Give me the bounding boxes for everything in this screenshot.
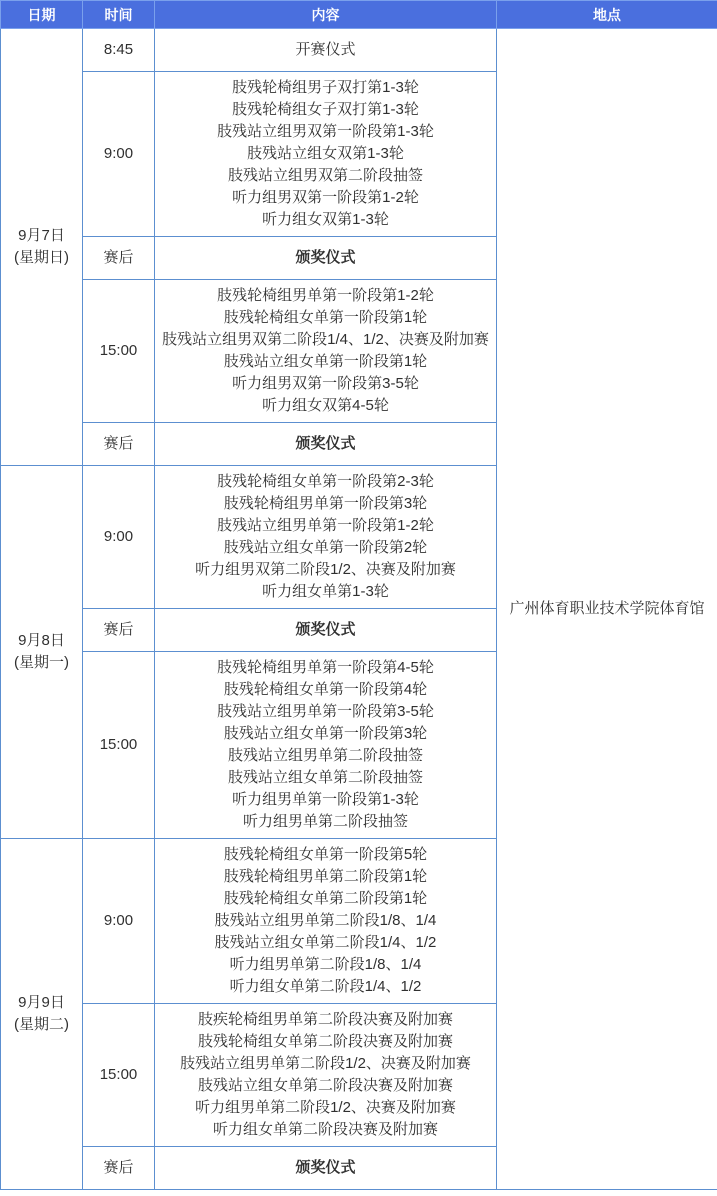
weekday-label: (星期二) — [14, 1016, 69, 1033]
event-line: 肢残站立组男单第二阶段1/8、1/4 — [214, 912, 437, 929]
event-line: 听力组男双第一阶段第3-5轮 — [232, 375, 419, 392]
content-cell — [155, 839, 497, 1004]
event-line: 肢残轮椅组女子双打第1-3轮 — [232, 101, 419, 118]
event-line: 肢残轮椅组男单第一阶段第1-2轮 — [217, 287, 434, 304]
event-line: 肢残站立组女单第二阶段1/4、1/2 — [214, 934, 437, 951]
event-line: 肢残轮椅组男单第一阶段第4-5轮 — [217, 659, 434, 676]
content-cell — [155, 466, 497, 609]
event-line: 听力组男双第一阶段第1-2轮 — [232, 189, 419, 206]
event-line: 听力组女单第1-3轮 — [262, 583, 389, 600]
event-line: 肢残站立组女单第二阶段决赛及附加赛 — [197, 1077, 453, 1094]
time-cell: 赛后 — [83, 609, 155, 652]
event-line: 肢残站立组男双第二阶段抽签 — [227, 167, 423, 184]
event-line: 肢残轮椅组女单第一阶段第5轮 — [223, 846, 428, 863]
event-line: 肢残轮椅组男单第一阶段第3轮 — [223, 495, 428, 512]
content-cell — [155, 1004, 497, 1147]
header-content: 内容 — [155, 1, 497, 29]
date-cell — [1, 839, 83, 1190]
time-cell: 9:00 — [83, 72, 155, 237]
time-cell: 9:00 — [83, 466, 155, 609]
event-line: 开赛仪式 — [295, 41, 356, 58]
event-line: 肢残站立组男单第一阶段第1-2轮 — [217, 517, 434, 534]
header-location: 地点 — [497, 1, 717, 29]
time-cell: 9:00 — [83, 839, 155, 1004]
time-cell: 15:00 — [83, 652, 155, 839]
content-cell — [155, 72, 497, 237]
time-cell: 赛后 — [83, 1147, 155, 1190]
event-line: 肢残站立组男双第一阶段第1-3轮 — [217, 123, 434, 140]
content-cell — [155, 237, 497, 280]
event-line: 听力组男单第二阶段抽签 — [242, 813, 408, 830]
schedule-body — [1, 29, 717, 1190]
event-line: 肢残轮椅组女单第二阶段决赛及附加赛 — [197, 1033, 453, 1050]
location-cell: 广州体育职业技术学院体育馆 — [497, 29, 717, 1190]
event-line: 听力组女单第二阶段决赛及附加赛 — [212, 1121, 438, 1138]
event-line: 肢残站立组男单第二阶段1/2、决赛及附加赛 — [180, 1055, 471, 1072]
date-cell — [1, 29, 83, 466]
content-cell — [155, 1147, 497, 1190]
event-line: 肢残轮椅组女单第二阶段第1轮 — [223, 890, 428, 907]
event-line: 听力组女双第4-5轮 — [262, 397, 389, 414]
event-line: 肢残站立组男单第二阶段抽签 — [227, 747, 423, 764]
event-line: 肢残轮椅组女单第一阶段第2-3轮 — [217, 473, 434, 490]
date-cell — [1, 466, 83, 839]
event-line: 肢残站立组女单第一阶段第3轮 — [223, 725, 428, 742]
time-cell: 赛后 — [83, 237, 155, 280]
event-line: 听力组男双第二阶段1/2、决赛及附加赛 — [195, 561, 456, 578]
weekday-label: (星期日) — [14, 249, 69, 266]
event-line: 肢残轮椅组男单第二阶段第1轮 — [223, 868, 428, 885]
content-cell — [155, 609, 497, 652]
header-row — [1, 1, 717, 29]
schedule-row — [1, 29, 717, 72]
event-line: 肢疾轮椅组男单第二阶段决赛及附加赛 — [197, 1011, 453, 1028]
ceremony-line: 颁奖仪式 — [295, 1159, 356, 1176]
event-line: 听力组女双第1-3轮 — [262, 211, 389, 228]
event-line: 听力组女单第二阶段1/4、1/2 — [229, 978, 422, 995]
event-line: 肢残站立组女双第1-3轮 — [247, 145, 404, 162]
content-cell — [155, 423, 497, 466]
event-line: 听力组男单第一阶段第1-3轮 — [232, 791, 419, 808]
time-cell: 15:00 — [83, 280, 155, 423]
event-line: 肢残轮椅组女单第一阶段第4轮 — [223, 681, 428, 698]
header-date: 日期 — [1, 1, 83, 29]
event-line: 肢残站立组男单第一阶段第3-5轮 — [217, 703, 434, 720]
content-cell — [155, 280, 497, 423]
time-cell: 赛后 — [83, 423, 155, 466]
event-line: 听力组男单第二阶段1/2、决赛及附加赛 — [195, 1099, 456, 1116]
content-cell — [155, 652, 497, 839]
date-label: 9月8日 — [18, 632, 65, 649]
ceremony-line: 颁奖仪式 — [295, 249, 356, 266]
time-cell: 15:00 — [83, 1004, 155, 1147]
event-line: 肢残站立组女单第一阶段第1轮 — [223, 353, 428, 370]
ceremony-line: 颁奖仪式 — [295, 435, 356, 452]
content-cell — [155, 29, 497, 72]
time-cell: 8:45 — [83, 29, 155, 72]
header-time: 时间 — [83, 1, 155, 29]
date-label: 9月9日 — [18, 994, 65, 1011]
event-line: 听力组男单第二阶段1/8、1/4 — [229, 956, 422, 973]
ceremony-line: 颁奖仪式 — [295, 621, 356, 638]
event-line: 肢残站立组女单第一阶段第2轮 — [223, 539, 428, 556]
event-line: 肢残站立组女单第二阶段抽签 — [227, 769, 423, 786]
event-line: 肢残站立组男双第二阶段1/4、1/2、决赛及附加赛 — [162, 331, 489, 348]
date-label: 9月7日 — [18, 227, 65, 244]
event-line: 肢残轮椅组女单第一阶段第1轮 — [223, 309, 428, 326]
event-line: 肢残轮椅组男子双打第1-3轮 — [232, 79, 419, 96]
weekday-label: (星期一) — [14, 654, 69, 671]
